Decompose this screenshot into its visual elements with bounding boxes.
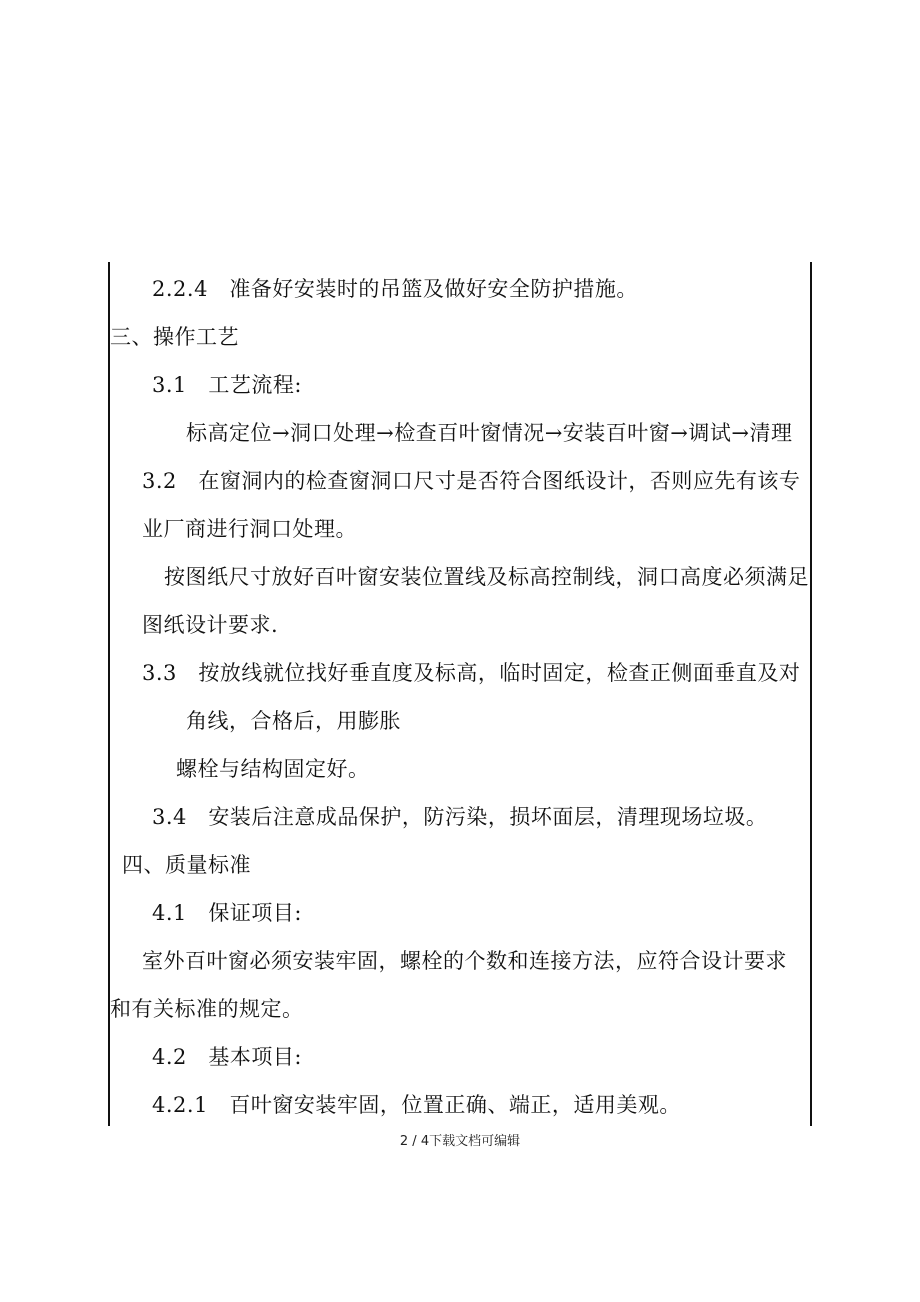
text-line: 角线，合格后，用膨胀 — [186, 709, 401, 733]
section-heading: 三、操作工艺 — [110, 325, 239, 349]
text-line: 3.1 工艺流程: — [152, 373, 302, 397]
page-footer: 2 / 4下载文档可编辑 — [399, 1134, 521, 1149]
text-line: 螺栓与结构固定好。 — [176, 757, 370, 781]
text-line: 4.2 基本项目: — [152, 1045, 302, 1069]
text-line: 4.2.1 百叶窗安装牢固，位置正确、端正，适用美观。 — [152, 1093, 681, 1117]
text-line: 2.2.4 准备好安装时的吊篮及做好安全防护措施。 — [152, 277, 638, 301]
text-line: 按图纸尺寸放好百叶窗安装位置线及标高控制线，洞口高度必须满足 — [164, 565, 809, 589]
text-line: 图纸设计要求. — [142, 613, 279, 637]
text-line: 3.4 安装后注意成品保护，防污染，损坏面层，清理现场垃圾。 — [152, 805, 768, 829]
table-right-border — [810, 262, 812, 1126]
section-heading: 四、质量标准 — [122, 853, 251, 877]
text-line: 业厂商进行洞口处理。 — [142, 517, 357, 541]
text-line: 3.3 按放线就位找好垂直度及标高，临时固定，检查正侧面垂直及对 — [142, 661, 801, 685]
text-line: 室外百叶窗必须安装牢固，螺栓的个数和连接方法，应符合设计要求 — [142, 949, 787, 973]
text-line: 和有关标准的规定。 — [110, 997, 304, 1021]
text-line: 标高定位→洞口处理→检查百叶窗情况→安装百叶窗→调试→清理 — [186, 421, 793, 445]
text-line: 3.2 在窗洞内的检查窗洞口尺寸是否符合图纸设计，否则应先有该专 — [142, 469, 801, 493]
text-line: 4.1 保证项目: — [152, 901, 302, 925]
